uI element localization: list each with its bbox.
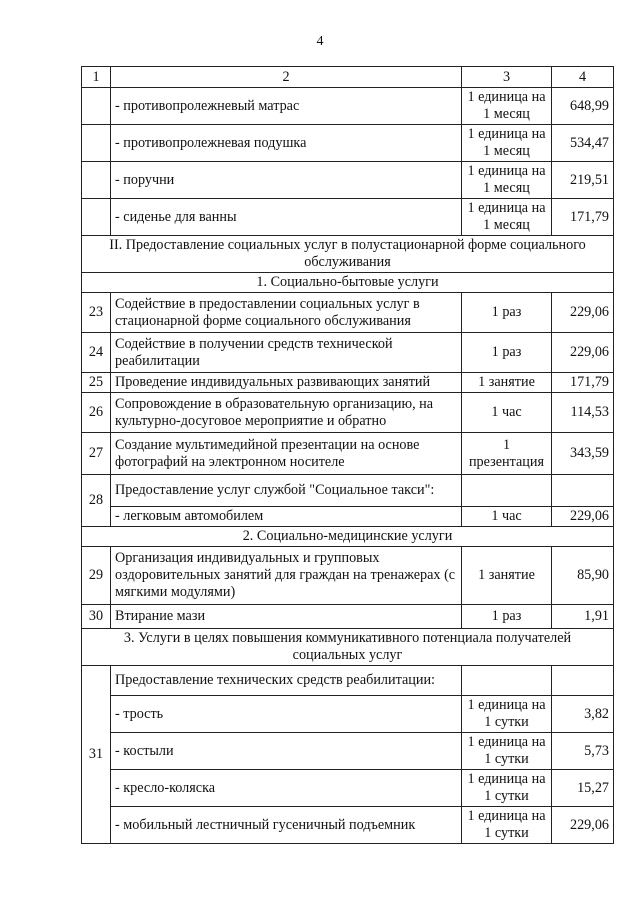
service-cell: - кресло-коляска [111, 770, 462, 807]
table-row [82, 199, 614, 236]
price-cell: 219,51 [552, 162, 614, 199]
subsection-heading: 3. Услуги в целях повышения коммуникативного потенциала получателей социальных услуг [82, 629, 614, 666]
table-row [82, 333, 614, 373]
row-number-cell: 31 [82, 666, 111, 844]
table-row [82, 88, 614, 125]
unit-cell: 1 презентация [462, 433, 552, 475]
unit-cell [462, 475, 552, 507]
price-cell: 648,99 [552, 88, 614, 125]
row-number-cell: 24 [82, 333, 111, 373]
table-row [82, 475, 614, 507]
service-cell: Втирание мази [111, 605, 462, 629]
unit-cell: 1 час [462, 393, 552, 433]
unit-cell: 1 единица на 1 месяц [462, 125, 552, 162]
price-cell: 114,53 [552, 393, 614, 433]
unit-cell: 1 единица на 1 сутки [462, 770, 552, 807]
price-cell: 229,06 [552, 333, 614, 373]
service-cell: Содействие в предоставлении социальных услуг в стационарной форме социального обслуживания [111, 293, 462, 333]
unit-cell: 1 занятие [462, 373, 552, 393]
unit-cell: 1 единица на 1 месяц [462, 199, 552, 236]
price-cell: 85,90 [552, 547, 614, 605]
unit-cell: 1 единица на 1 месяц [462, 88, 552, 125]
subsection-heading-row [82, 629, 614, 666]
service-cell: Организация индивидуальных и групповых оздоровительных занятий для граждан на тренажерах (с мягкими модулями) [111, 547, 462, 605]
service-cell: - трость [111, 696, 462, 733]
service-cell: Содействие в получении средств технической реабилитации [111, 333, 462, 373]
table-row [82, 433, 614, 475]
tariff-table [81, 66, 614, 844]
service-cell: Проведение индивидуальных развивающих занятий [111, 373, 462, 393]
table-row [82, 393, 614, 433]
column-header: 3 [462, 67, 552, 88]
unit-cell: 1 час [462, 507, 552, 527]
table-row [82, 293, 614, 333]
price-cell: 3,82 [552, 696, 614, 733]
row-number-cell: 28 [82, 475, 111, 527]
service-cell: - легковым автомобилем [111, 507, 462, 527]
table-row [82, 125, 614, 162]
price-cell: 343,59 [552, 433, 614, 475]
unit-cell: 1 единица на 1 месяц [462, 162, 552, 199]
price-cell: 229,06 [552, 293, 614, 333]
table-row [82, 696, 614, 733]
unit-cell: 1 раз [462, 605, 552, 629]
price-cell: 229,06 [552, 807, 614, 844]
row-number-cell: 30 [82, 605, 111, 629]
row-number-cell [82, 199, 111, 236]
unit-cell: 1 раз [462, 293, 552, 333]
price-cell: 1,91 [552, 605, 614, 629]
row-number-cell: 29 [82, 547, 111, 605]
price-cell: 15,27 [552, 770, 614, 807]
subsection-heading: 2. Социально-медицинские услуги [82, 527, 614, 547]
subsection-heading: 1. Социально-бытовые услуги [82, 273, 614, 293]
service-cell: - противопролежневый матрас [111, 88, 462, 125]
price-cell: 5,73 [552, 733, 614, 770]
column-header: 4 [552, 67, 614, 88]
unit-cell [462, 666, 552, 696]
row-number-cell: 25 [82, 373, 111, 393]
subsection-heading-row [82, 527, 614, 547]
service-cell: - мобильный лестничный гусеничный подъемник [111, 807, 462, 844]
unit-cell: 1 единица на 1 сутки [462, 696, 552, 733]
price-cell: 229,06 [552, 507, 614, 527]
table-row [82, 666, 614, 696]
page-number: 4 [316, 34, 324, 49]
service-cell: - сиденье для ванны [111, 199, 462, 236]
table-row [82, 373, 614, 393]
service-cell: Создание мультимедийной презентации на основе фотографий на электронном носителе [111, 433, 462, 475]
service-cell: - противопролежневая подушка [111, 125, 462, 162]
service-cell: - костыли [111, 733, 462, 770]
table-row [82, 547, 614, 605]
price-cell: 171,79 [552, 199, 614, 236]
row-number-cell [82, 88, 111, 125]
table-row [82, 605, 614, 629]
service-cell: - поручни [111, 162, 462, 199]
unit-cell: 1 единица на 1 сутки [462, 733, 552, 770]
row-number-cell [82, 162, 111, 199]
row-number-cell: 26 [82, 393, 111, 433]
service-cell: Сопровождение в образовательную организацию, на культурно-досуговое мероприятие и обратно [111, 393, 462, 433]
table-row [82, 733, 614, 770]
table-row [82, 770, 614, 807]
service-group-title: Предоставление услуг службой "Социальное такси": [111, 475, 462, 507]
column-header-row [82, 67, 614, 88]
column-header: 2 [111, 67, 462, 88]
column-header: 1 [82, 67, 111, 88]
unit-cell: 1 занятие [462, 547, 552, 605]
price-cell: 534,47 [552, 125, 614, 162]
service-group-title: Предоставление технических средств реабилитации: [111, 666, 462, 696]
section-heading: II. Предоставление социальных услуг в полустационарной форме социального обслуживания [82, 236, 614, 273]
table-row [82, 507, 614, 527]
price-cell: 171,79 [552, 373, 614, 393]
table-row [82, 162, 614, 199]
unit-cell: 1 раз [462, 333, 552, 373]
price-cell [552, 666, 614, 696]
row-number-cell [82, 125, 111, 162]
table-row [82, 807, 614, 844]
row-number-cell: 27 [82, 433, 111, 475]
price-cell [552, 475, 614, 507]
row-number-cell: 23 [82, 293, 111, 333]
section-heading-row [82, 236, 614, 273]
subsection-heading-row [82, 273, 614, 293]
unit-cell: 1 единица на 1 сутки [462, 807, 552, 844]
